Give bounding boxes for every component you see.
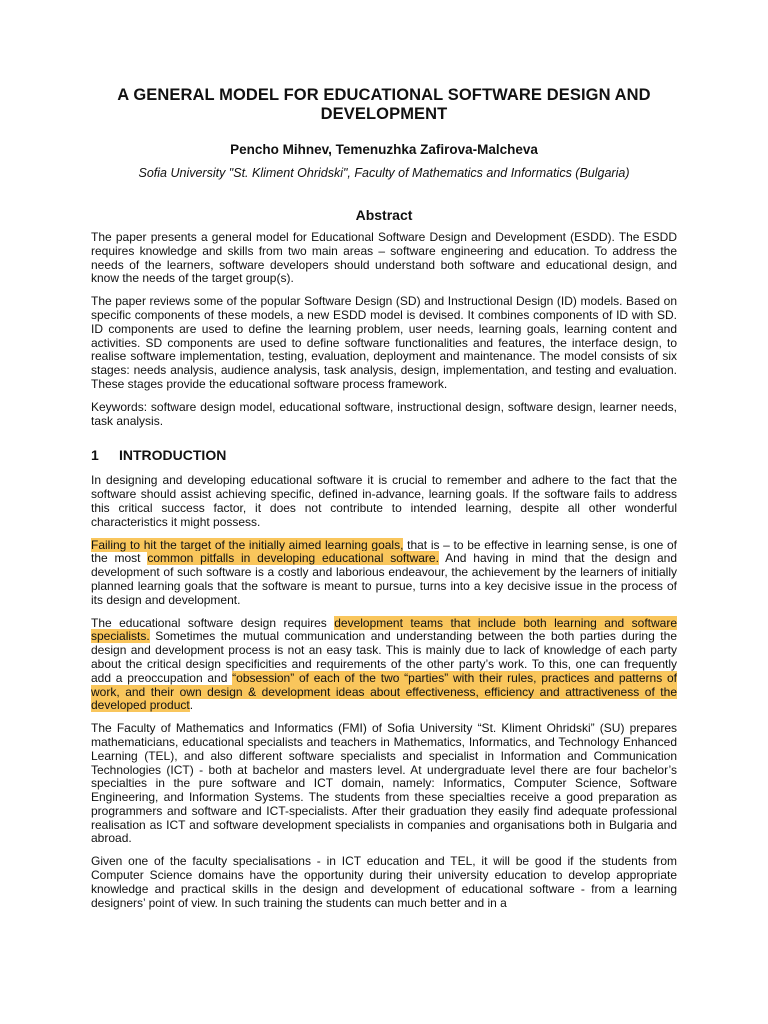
highlight: common pitfalls in developing educational software.	[147, 551, 439, 566]
highlight: “obsession” of each of the two “parties” with their rules, practices and patterns of work, and their own design & development ideas about effectiveness, efficiency and attractiveness of the developed product	[91, 670, 677, 713]
abstract-paragraph-1: The paper presents a general model for Educational Software Design and Development (ESDD). The ESDD requires knowledge and skills from two main areas – software engineering and education. To address the needs of the learners, software developers should understand both software and educational design, and know the needs of the target group(s).	[91, 230, 677, 286]
paper-affiliation: Sofia University "St. Kliment Ohridski", Faculty of Mathematics and Informatics (Bulgaria)	[138, 166, 630, 180]
text-run: The educational software design requires	[91, 615, 335, 630]
text-run: And having in mind that the design and development of such software is a costly and laborious endeavour, the achievement by the learners of initially planned learning goals that the software is meant to pursue, turns into a key decisive issue in the process of its design and development.	[91, 551, 678, 607]
intro-paragraph-3	[91, 617, 677, 714]
intro-paragraph-4: The Faculty of Mathematics and Informatics (FMI) of Sofia University “St. Kliment Ohridski” (SU) prepares mathematicians, educational specialists and teachers in Mathematics, Informatics, and Technology Enhanced Learning (TEL), and also different software specialists and specialist in Information and Communication Technologies (ICT) - both at bachelor and masters level. At undergraduate level there are four bachelor’s specialties in the pure software and ICT domain, namely: Informatics, Computer Science, Software Engineering, and Information Systems. The students from these specialties receive a good preparation as programmers and software and ICT-specialists. After their graduation they easily find adequate professional realisation as ICT and software development specialists in companies and organisations both in Bulgaria and abroad.	[91, 721, 677, 846]
paper-page	[91, 86, 677, 910]
intro-paragraph-2	[91, 539, 677, 608]
abstract-heading: Abstract	[355, 207, 413, 223]
section-number: 1	[91, 447, 99, 464]
text-run: .	[189, 698, 194, 713]
intro-paragraph-1: In designing and developing educational software it is crucial to remember and adhere to the fact that the software should assist achieving specific, defined in-advance, learning goals. If the software fails to address this critical success factor, it does not contribute to intended learning, despite all other wonderful characteristics it might possess.	[91, 473, 677, 529]
paper-authors: Pencho Mihnev, Temenuzhka Zafirova-Malcheva	[230, 142, 538, 157]
highlight: Failing to hit the target of the initially aimed learning goals,	[91, 537, 404, 552]
paper-title: A GENERAL MODEL FOR EDUCATIONAL SOFTWARE DESIGN AND DEVELOPMENT	[117, 86, 651, 123]
text-run: that is – to be effective in learning sense, is one of the most	[91, 537, 677, 566]
abstract-paragraph-2: The paper reviews some of the popular Software Design (SD) and Instructional Design (ID) models. Based on specific components of these models, a new ESDD model is devised. It combines components of ID with SD. ID components are used to define the learning problem, user needs, learning goals, learning content and activities. SD components are used to define software functionalities and features, the interface design, to realise software implementation, testing, evaluation, deployment and maintenance. The model consists of six stages: needs analysis, audience analysis, task analysis, design, implementation, and testing and evaluation. These stages provide the educational software process framework.	[91, 294, 677, 391]
highlight: development teams that include both learning and software specialists.	[91, 615, 677, 644]
section-heading-introduction	[91, 447, 677, 463]
intro-paragraph-5: Given one of the faculty specialisations - in ICT education and TEL, it will be good if the students from Computer Science domains have the opportunity during their university education to develop appropriate knowledge and practical skills in the design and development of educational software - from a learning designers’ point of view. In such training the students can much better and in a	[91, 854, 677, 910]
keywords: Keywords: software design model, educational software, instructional design, software design, learner needs, task analysis.	[91, 399, 677, 428]
section-title: INTRODUCTION	[119, 447, 227, 464]
text-run: Sometimes the mutual communication and understanding between the both parties during the design and development process is not an easy task. This is mainly due to lack of knowledge of each party about the critical design specificities and requirements of the other party’s work. To this, one can frequently add a preoccupation and	[91, 629, 677, 685]
